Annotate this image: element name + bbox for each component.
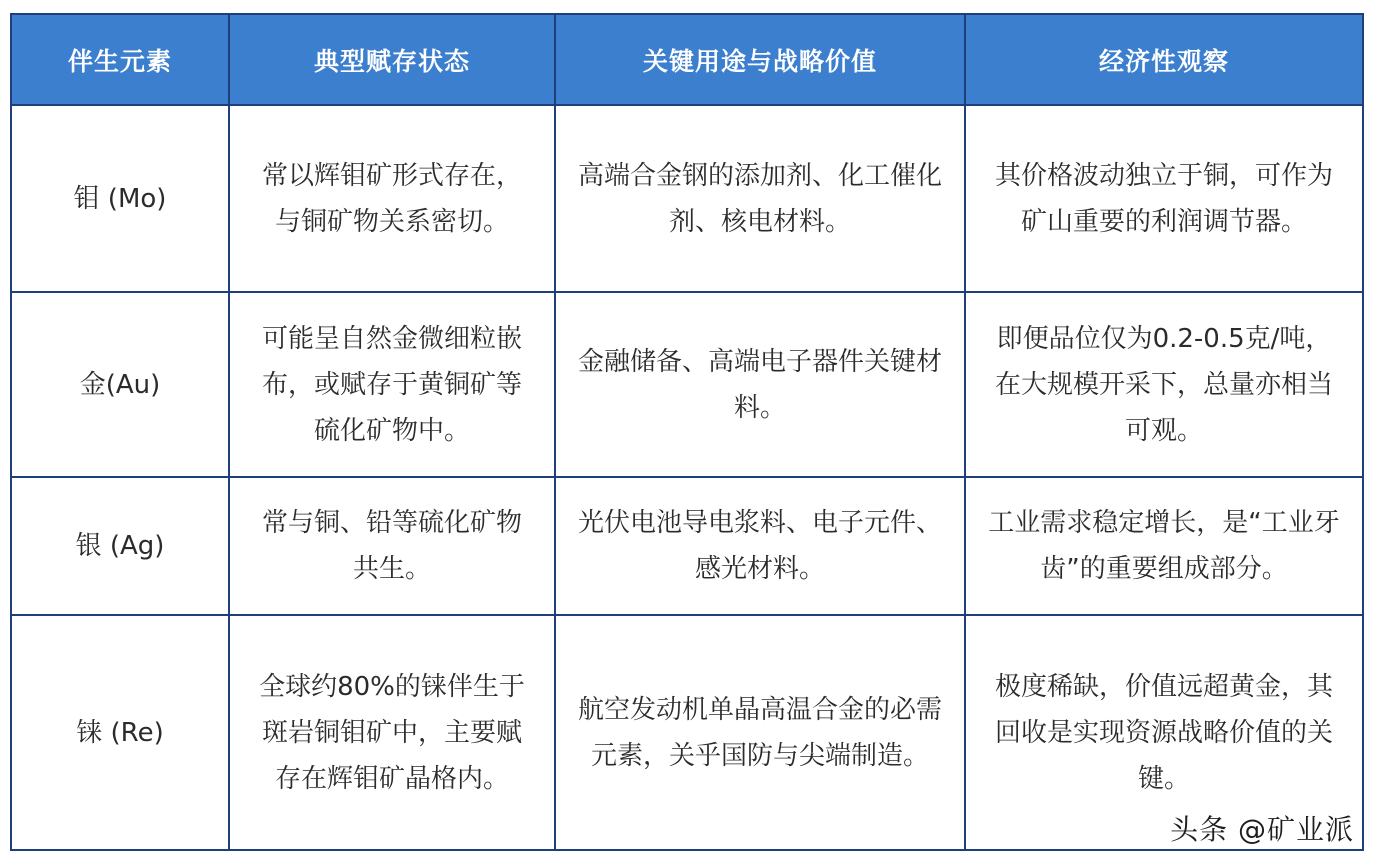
- header-economics: 经济性观察: [965, 14, 1363, 105]
- cell-occurrence: 常以辉钼矿形式存在，与铜矿物关系密切。: [229, 105, 555, 292]
- cell-economics: 工业需求稳定增长，是“工业牙齿”的重要组成部分。: [965, 477, 1363, 615]
- cell-economics: 即便品位仅为0.2-0.5克/吨，在大规模开采下，总量亦相当可观。: [965, 292, 1363, 477]
- cell-element: 钼 (Mo): [11, 105, 229, 292]
- data-table: [10, 13, 1364, 851]
- header-occurrence: 典型赋存状态: [229, 14, 555, 105]
- table-row: [11, 615, 1363, 850]
- header-uses: 关键用途与战略价值: [555, 14, 965, 105]
- table-row: [11, 105, 1363, 292]
- cell-element: 银 (Ag): [11, 477, 229, 615]
- table-row: [11, 477, 1363, 615]
- cell-occurrence: 可能呈自然金微细粒嵌布，或赋存于黄铜矿等硫化矿物中。: [229, 292, 555, 477]
- cell-uses: 航空发动机单晶高温合金的必需元素，关乎国防与尖端制造。: [555, 615, 965, 850]
- cell-occurrence: 全球约80%的铼伴生于斑岩铜钼矿中，主要赋存在辉钼矿晶格内。: [229, 615, 555, 850]
- header-element: 伴生元素: [11, 14, 229, 105]
- cell-economics: 极度稀缺，价值远超黄金，其回收是实现资源战略价值的关键。: [965, 615, 1363, 850]
- cell-uses: 光伏电池导电浆料、电子元件、感光材料。: [555, 477, 965, 615]
- table-row: [11, 292, 1363, 477]
- table-header-row: [11, 14, 1363, 105]
- cell-occurrence: 常与铜、铅等硫化矿物共生。: [229, 477, 555, 615]
- cell-element: 铼 (Re): [11, 615, 229, 850]
- cell-economics: 其价格波动独立于铜，可作为矿山重要的利润调节器。: [965, 105, 1363, 292]
- cell-element: 金(Au): [11, 292, 229, 477]
- cell-uses: 高端合金钢的添加剂、化工催化剂、核电材料。: [555, 105, 965, 292]
- watermark-text: 头条 @矿业派: [1170, 813, 1354, 846]
- cell-uses: 金融储备、高端电子器件关键材料。: [555, 292, 965, 477]
